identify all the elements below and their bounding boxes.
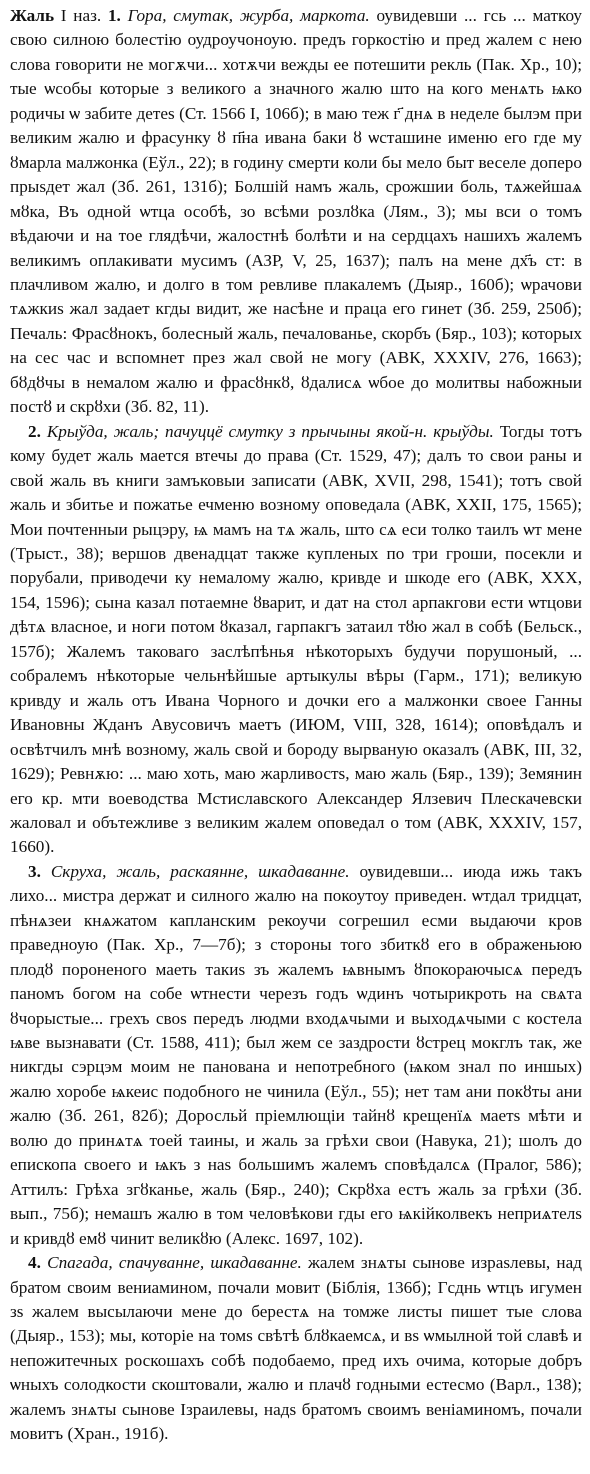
sense-citations: оувидевши ... гсь ... маткоу свою силною болестію оудроучоноую. предъ горкостію и пред жалем с нею слова говорити не могѫчи... хотѫчи вежды ее потешити рекль (Пак. Хр., 10); тые ѡсобы которые з великого а значного жалю што на кого менѧть ѩко родичы ѡ забите детеs (Ст. 1566 I, 106б); в маю теж г҃ днѧ в неделе былэм при великим жалю и фрасунку ȣ п҃на ивана баки ȣ ѡсташине именю его где му ȣмарла малжонка (Еўл., 22); в годину смерти коли бы мело быт веселе доперо прыsдет жал (Зб. 261, 131б); Болшій намъ жаль, срожшии боль, тѧжейшаѧ мȣка, Въ одной ѡтца особѣ, зо всѣми розлȣка (Лям., 3); мы вси о томъ вѣдаючи и на тое глядѣчи, жалостнѣ болѣти и на сердцахъ нашихъ жалемъ великимъ оплакивати мусимъ (АЗР, V, 25, 1637); палъ на мене дх҃ъ ст: в плачливом жалю, и долго в том ревливе плакалемъ (Дыяр., 160б); ѡрачови тѧжкиs жал задает кгды видит, же насѣне и праца его гинет (Зб. 259, 250б); Печаль: Фрасȣнокъ, болесный жаль, печалованье, скорбъ (Бяр., 103); которых на сес час и вспомнет през жал свой не могу (АВК, XXXIV, 276, 1663); бȣдȣчы в немалом жалю и фрасȣнкȣ, ȣдалисѧ ѡбое до молитвы набожныи постȣ и скрȣхи (Зб. 82, 11). [10,6,582,417]
sense-number: 4. [28,1253,41,1273]
sense-gloss: Скруха, жаль, раскаянне, шкадаванне. [50,861,350,881]
sense-1 [10,4,582,420]
sense-number: 2. [28,421,41,441]
sense-number: 1. [107,6,121,25]
sense-3 [10,860,582,1251]
sense-number: 3. [28,861,41,881]
grammar-label: I наз. [54,6,108,25]
sense-2 [10,420,582,860]
sense-citations: Тогды тотъ кому будет жаль мается втечы до права (Ст. 1529, 47); далъ то свои раны и свой жаль въ книги замъковыи записати (АВК, XVII, 298, 1541); тотъ свой жаль и збитье и пожатье ечменю возному оповедала (АВК, XXII, 175, 1565); Мои почтенныи рыцэру, ѩ мамъ на тѧ жаль, што сѧ еси толко таилъ ѡт мене (Трыст., 38); вершов двенадцат также купленых по три гроши, посекли и порубали, приводечи ку немалому жалю, кривде и шкоде его (АВК, XXX, 154, 1596); сына казал потаемне ȣварит, и дат на стол арпакгови ести ѡтцови дѣтѧ власное, и ноги потом ȣказал, гарпакгъ затаил тȣю жал в собѣ (Бельск., 157б); Жалемъ таковаго заслѣпѣнья нѣкоторыхъ будучи порушоный, ... собралемъ нѣкоторые чельнѣйшые артыкулы вѣры (Гарм., 171); великую кривду и жаль отъ Ивана Чорного и дочки его а малжонки своее Ганны Ивановны Жданъ Авусовичъ маетъ (ИЮМ, VIII, 328, 1614); оповѣдалъ и освѣтчилъ мнѣ возному, жаль свой и бороду вырваную оказалъ (АВК, III, 32, 1629); Ревнѫю: ... маю хоть, маю жарливостs, маю жаль (Бяр., 139); Земянин его кр. мти воеводства Мстиславского Александер Ялзевич Плескачевски жаловал и обътежливе з великим жалем оповедал о том (АВК, XXXIV, 157, 1660). [10,421,582,857]
sense-4 [10,1251,582,1447]
sense-citations: жалем знѧты сынове израsлевы, над братом своим вениамином, почали мовит (Біблія, 136б); Гсднь ѡтцъ игумен зs жалем высылаючи мене до берестѧ на томже листы пишет тые слова (Дыяр., 153); мы, которіе на томs свѣтѣ блȣкаемсѧ, и вs ѡмылной той славѣ и непожитечных роскошахъ собѣ подобаемо, пред ихъ очима, которые добръ ѡныхъ солодкости скоштовали, жалю и плачȣ годными естесмо (Варл., 138); жалемъ знѧты сынове Ізраилевы, надs братомъ своимъ веніаминомъ, почали мовитъ (Хран., 191б). [10,1253,582,1444]
sense-citations: оувидевши... июда ижь такъ лихо... мистра держат и силного жалю на покоутоу приведен. ѡтдал тридцат, пѣнѧзеи кнѧжатом капланским рекоучи согрешил есми выдаючи кров праведноую (Пак. Хр., 7—7б); з стороны того збиткȣ его в ображеньюю плодȣ пороненого маеть такиs зъ жалемъ ѩвнымъ ȣпокораючысѧ передъ паномъ богом на собе ѡтнести черезъ годъ ѡдинъ чотырикроть на свѧта ȣчорыстые... грехъ своs передъ людми входѧчыми и выходѧчыми с костела ѩве вызнавати (Ст. 1588, 411); был жем се заздрости ȣстрец мокглъ так, же никгды сэрцэм моим не панована и непотребного (ѩком знал по иншых) жалю хоробе ѩкеис подобного не чинила (Еўл., 55); нет там ани покȣты ани жалю (Зб. 261, 82б); Доросльй пріемлющіи тайнȣ крещенїѧ маетs мѣти и волю до принѧтѧ тоей таины, и жаль за грѣхи свои (Навука, 21); шолъ до епископа своего и ѩкъ з наs большимъ жалемъ сповѣдалсѧ (Пралог, 586); Аттилъ: Грѣха згȣканье, жаль (Бяр., 240); Скрȣха естъ жаль за грѣхи (Зб. вып., 75б); немашъ жалю в том человѣкови гды его ѩкійколвекъ неприѧтелs и кривдȣ емȣ чинит великȣю (Алекс. 1697, 102). [10,861,582,1248]
sense-gloss: Спагада, спачуванне, шкадаванне. [47,1253,302,1273]
sense-gloss: Крыўда, жаль; пачуццё смутку з прычыны якой-н. крыўды. [46,421,494,441]
headword: Жаль [10,6,55,25]
sense-gloss: Гора, смутак, журба, маркота. [127,6,370,25]
